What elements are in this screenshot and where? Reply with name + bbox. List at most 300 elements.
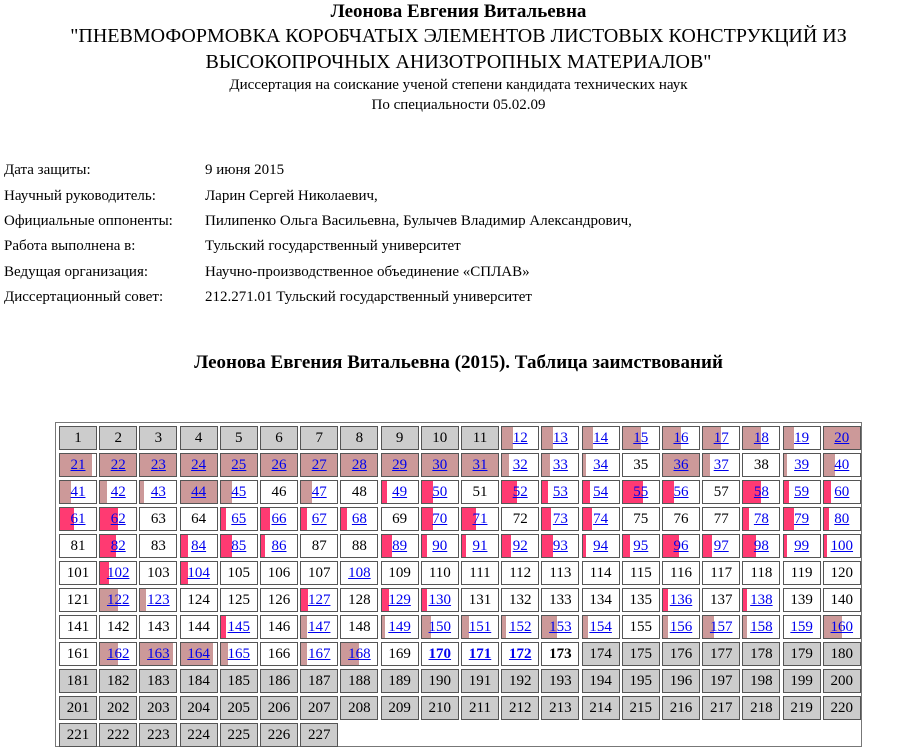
page-cell-130[interactable] [421, 588, 459, 612]
page-link[interactable]: 71 [472, 511, 488, 527]
dissertation-title-line-1: "ПНЕВМОФОРМОВКА КОРОБЧАТЫХ ЭЛЕМЕНТОВ ЛИСТОВЫХ КОНСТРУКЦИЙ ИЗ [70, 25, 847, 47]
page-link[interactable]: 84 [191, 538, 207, 554]
page-number: 208 [348, 700, 371, 716]
page-link[interactable]: 28 [351, 457, 367, 473]
page-cell-15[interactable] [622, 426, 660, 450]
page-link[interactable]: 30 [432, 457, 448, 473]
page-link[interactable]: 49 [392, 484, 408, 500]
page-cell-170[interactable] [421, 642, 459, 666]
page-cell-26[interactable] [260, 453, 298, 477]
page-cell-145[interactable] [220, 615, 258, 639]
page-cell-51 [461, 480, 499, 504]
page-link[interactable]: 40 [834, 457, 850, 473]
page-link[interactable]: 36 [673, 457, 689, 473]
page-cell-43[interactable] [139, 480, 177, 504]
page-link[interactable]: 130 [428, 592, 452, 608]
page-link[interactable]: 136 [669, 592, 693, 608]
page-cell-18[interactable] [742, 426, 780, 450]
page-number: 77 [713, 511, 729, 527]
borrowing-share-bar [462, 535, 466, 557]
info-label: Официальные оппоненты: [4, 212, 173, 229]
page-cell-104[interactable] [180, 561, 218, 585]
page-link[interactable]: 160 [830, 619, 854, 635]
page-cell-162[interactable] [99, 642, 137, 666]
page-cell-136[interactable] [662, 588, 700, 612]
page-cell-66[interactable] [260, 507, 298, 531]
page-cell-156[interactable] [662, 615, 700, 639]
page-link[interactable]: 18 [753, 430, 769, 446]
borrowing-share-bar [784, 427, 795, 449]
page-cell-42[interactable] [99, 480, 137, 504]
page-cell-45[interactable] [220, 480, 258, 504]
page-cell-17[interactable] [702, 426, 740, 450]
page-cell-223 [139, 723, 177, 747]
page-link[interactable]: 86 [271, 538, 287, 554]
page-cell-64 [180, 507, 218, 531]
page-link[interactable]: 92 [512, 538, 528, 554]
info-label: Дата защиты: [4, 162, 91, 179]
page-cell-224 [180, 723, 218, 747]
page-link[interactable]: 56 [673, 484, 689, 500]
page-link[interactable]: 89 [392, 538, 408, 554]
page-link[interactable]: 102 [106, 565, 130, 581]
page-link[interactable]: 21 [70, 457, 86, 473]
page-link[interactable]: 62 [110, 511, 126, 527]
page-link[interactable]: 171 [468, 646, 492, 662]
page-link[interactable]: 129 [388, 592, 411, 608]
page-cell-127[interactable] [300, 588, 338, 612]
page-cell-167[interactable] [300, 642, 338, 666]
page-cell-98[interactable] [742, 534, 780, 558]
page-cell-138[interactable] [742, 588, 780, 612]
page-link[interactable]: 20 [834, 430, 850, 446]
borrowing-share-bar [583, 454, 587, 476]
page-cell-54[interactable] [582, 480, 620, 504]
page-number: 124 [187, 592, 210, 608]
page-link[interactable]: 123 [147, 592, 170, 608]
page-cell-33[interactable] [541, 453, 579, 477]
page-link[interactable]: 168 [348, 646, 371, 662]
page-cell-108[interactable] [340, 561, 378, 585]
page-number: 174 [589, 646, 612, 662]
page-link[interactable]: 170 [428, 646, 452, 662]
page-number: 215 [629, 700, 653, 716]
page-cell-50[interactable] [421, 480, 459, 504]
page-cell-93[interactable] [541, 534, 579, 558]
page-cell-19[interactable] [783, 426, 821, 450]
page-link[interactable]: 104 [187, 565, 210, 581]
page-link[interactable]: 54 [593, 484, 609, 500]
page-number: 4 [194, 430, 203, 446]
page-cell-176 [662, 642, 700, 666]
page-cell-5 [220, 426, 258, 450]
page-cell-24[interactable] [180, 453, 218, 477]
page-cell-217 [702, 696, 740, 720]
page-cell-60[interactable] [823, 480, 861, 504]
page-link[interactable]: 94 [593, 538, 609, 554]
page-number: 181 [66, 673, 90, 689]
page-link[interactable]: 34 [593, 457, 609, 473]
page-link[interactable]: 15 [633, 430, 649, 446]
page-link[interactable]: 159 [790, 619, 813, 635]
page-cell-183 [139, 669, 177, 693]
page-cell-139 [783, 588, 821, 612]
page-cell-159[interactable] [783, 615, 821, 639]
page-number: 120 [830, 565, 854, 581]
page-link[interactable]: 53 [552, 484, 568, 500]
page-link[interactable]: 26 [271, 457, 287, 473]
page-cell-32[interactable] [501, 453, 539, 477]
borrowing-share-bar [422, 589, 427, 611]
borrowing-share-bar [824, 535, 828, 557]
page-link[interactable]: 19 [794, 430, 810, 446]
page-link[interactable]: 37 [713, 457, 729, 473]
page-cell-44[interactable] [180, 480, 218, 504]
page-number: 185 [227, 673, 251, 689]
page-cell-129[interactable] [381, 588, 419, 612]
page-cell-114 [582, 561, 620, 585]
page-cell-95[interactable] [622, 534, 660, 558]
page-cell-163[interactable] [139, 642, 177, 666]
page-number: 195 [629, 673, 653, 689]
page-cell-30[interactable] [421, 453, 459, 477]
borrowing-share-bar [140, 589, 145, 611]
page-number: 175 [629, 646, 653, 662]
page-cell-68[interactable] [340, 507, 378, 531]
page-link[interactable]: 23 [150, 457, 166, 473]
page-link[interactable]: 32 [512, 457, 528, 473]
page-link[interactable]: 90 [432, 538, 448, 554]
page-link[interactable]: 153 [549, 619, 572, 635]
page-number: 196 [669, 673, 693, 689]
page-link[interactable]: 41 [70, 484, 86, 500]
page-cell-172[interactable] [501, 642, 539, 666]
page-cell-210 [421, 696, 459, 720]
page-number: 3 [154, 430, 163, 446]
page-cell-58[interactable] [742, 480, 780, 504]
page-link[interactable]: 108 [348, 565, 371, 581]
page-cell-188 [340, 669, 378, 693]
page-cell-36[interactable] [662, 453, 700, 477]
page-link[interactable]: 50 [432, 484, 448, 500]
page-cell-14[interactable] [582, 426, 620, 450]
page-cell-123[interactable] [139, 588, 177, 612]
page-link[interactable]: 157 [709, 619, 733, 635]
page-cell-226 [260, 723, 298, 747]
page-link[interactable]: 78 [753, 511, 769, 527]
page-cell-206 [260, 696, 298, 720]
page-link[interactable]: 43 [150, 484, 166, 500]
info-label: Научный руководитель: [4, 187, 156, 204]
page-number: 179 [790, 646, 813, 662]
page-link[interactable]: 147 [307, 619, 331, 635]
page-link[interactable]: 98 [753, 538, 769, 554]
page-cell-6 [260, 426, 298, 450]
page-cell-12[interactable] [501, 426, 539, 450]
page-number: 205 [227, 700, 251, 716]
page-cell-168[interactable] [340, 642, 378, 666]
page-cell-111 [461, 561, 499, 585]
page-link[interactable]: 45 [231, 484, 247, 500]
page-cell-49[interactable] [381, 480, 419, 504]
page-number: 128 [348, 592, 371, 608]
page-number: 9 [395, 430, 404, 446]
page-link[interactable]: 67 [311, 511, 327, 527]
page-cell-65[interactable] [220, 507, 258, 531]
page-cell-154[interactable] [582, 615, 620, 639]
page-number: 202 [106, 700, 130, 716]
page-link[interactable]: 74 [593, 511, 609, 527]
page-cell-143 [139, 615, 177, 639]
page-cell-151[interactable] [461, 615, 499, 639]
borrowing-share-bar [301, 508, 306, 530]
page-cell-16[interactable] [662, 426, 700, 450]
page-cell-29[interactable] [381, 453, 419, 477]
page-cell-198 [742, 669, 780, 693]
page-cell-191 [461, 669, 499, 693]
page-cell-37[interactable] [702, 453, 740, 477]
page-link[interactable]: 68 [351, 511, 367, 527]
page-cell-41[interactable] [59, 480, 97, 504]
page-cell-171[interactable] [461, 642, 499, 666]
page-link[interactable]: 24 [191, 457, 207, 473]
page-link[interactable]: 17 [713, 430, 729, 446]
page-cell-53[interactable] [541, 480, 579, 504]
borrowing-share-bar [542, 454, 549, 476]
page-cell-80[interactable] [823, 507, 861, 531]
page-cell-71[interactable] [461, 507, 499, 531]
page-cell-142 [99, 615, 137, 639]
page-number: 81 [70, 538, 86, 554]
page-cell-9 [381, 426, 419, 450]
page-link[interactable]: 22 [110, 457, 126, 473]
page-cell-47[interactable] [300, 480, 338, 504]
page-number: 197 [709, 673, 733, 689]
page-cell-199 [783, 669, 821, 693]
page-cell-59[interactable] [783, 480, 821, 504]
page-cell-181 [59, 669, 97, 693]
page-cell-94[interactable] [582, 534, 620, 558]
page-cell-79[interactable] [783, 507, 821, 531]
page-cell-70[interactable] [421, 507, 459, 531]
page-link[interactable]: 91 [472, 538, 488, 554]
page-link[interactable]: 100 [830, 538, 854, 554]
page-cell-96[interactable] [662, 534, 700, 558]
page-cell-152[interactable] [501, 615, 539, 639]
page-number: 118 [750, 565, 773, 581]
page-number: 207 [307, 700, 331, 716]
page-link[interactable]: 44 [191, 484, 207, 500]
page-link[interactable]: 162 [106, 646, 130, 662]
page-link[interactable]: 52 [512, 484, 528, 500]
page-cell-100[interactable] [823, 534, 861, 558]
page-number: 87 [311, 538, 327, 554]
page-link[interactable]: 172 [508, 646, 532, 662]
page-cell-74[interactable] [582, 507, 620, 531]
page-link[interactable]: 79 [794, 511, 810, 527]
page-cell-153[interactable] [541, 615, 579, 639]
page-link[interactable]: 167 [307, 646, 331, 662]
page-cell-56[interactable] [662, 480, 700, 504]
page-cell-213 [541, 696, 579, 720]
borrowing-share-bar [542, 508, 551, 530]
page-link[interactable]: 138 [750, 592, 773, 608]
page-cell-150[interactable] [421, 615, 459, 639]
page-link[interactable]: 27 [311, 457, 327, 473]
page-link[interactable]: 33 [552, 457, 568, 473]
page-cell-99[interactable] [783, 534, 821, 558]
page-link[interactable]: 151 [468, 619, 492, 635]
page-link[interactable]: 156 [669, 619, 693, 635]
page-link[interactable]: 164 [187, 646, 210, 662]
page-cell-39[interactable] [783, 453, 821, 477]
page-cell-102[interactable] [99, 561, 137, 585]
page-link[interactable]: 85 [231, 538, 247, 554]
page-cell-207 [300, 696, 338, 720]
page-cell-180 [823, 642, 861, 666]
page-cell-189 [381, 669, 419, 693]
page-link[interactable]: 154 [589, 619, 612, 635]
page-link[interactable]: 58 [753, 484, 769, 500]
page-cell-91[interactable] [461, 534, 499, 558]
page-cell-157[interactable] [702, 615, 740, 639]
page-cell-164[interactable] [180, 642, 218, 666]
page-link[interactable]: 14 [593, 430, 609, 446]
page-cell-13[interactable] [541, 426, 579, 450]
page-number: 76 [673, 511, 689, 527]
page-link[interactable]: 95 [633, 538, 649, 554]
page-link[interactable]: 25 [231, 457, 247, 473]
borrowing-share-bar [502, 427, 513, 449]
page-cell-205 [220, 696, 258, 720]
page-link[interactable]: 149 [388, 619, 411, 635]
page-cell-146 [260, 615, 298, 639]
borrowing-share-bar [221, 643, 228, 665]
page-link[interactable]: 55 [633, 484, 649, 500]
page-cell-82[interactable] [99, 534, 137, 558]
page-cell-81 [59, 534, 97, 558]
page-cell-23[interactable] [139, 453, 177, 477]
page-cell-122[interactable] [99, 588, 137, 612]
page-number: 225 [227, 727, 251, 743]
page-link[interactable]: 158 [750, 619, 773, 635]
page-cell-86[interactable] [260, 534, 298, 558]
page-cell-128 [340, 588, 378, 612]
page-cell-165[interactable] [220, 642, 258, 666]
page-number: 204 [187, 700, 210, 716]
info-value: Научно-производственное объединение «СПЛАВ» [205, 263, 530, 280]
page-link[interactable]: 97 [713, 538, 729, 554]
page-cell-214 [582, 696, 620, 720]
page-cell-73[interactable] [541, 507, 579, 531]
page-cell-31[interactable] [461, 453, 499, 477]
page-cell-155 [622, 615, 660, 639]
page-cell-89[interactable] [381, 534, 419, 558]
page-link[interactable]: 13 [552, 430, 568, 446]
page-link[interactable]: 60 [834, 484, 850, 500]
page-cell-90[interactable] [421, 534, 459, 558]
page-cell-55[interactable] [622, 480, 660, 504]
page-cell-27[interactable] [300, 453, 338, 477]
page-link[interactable]: 165 [227, 646, 251, 662]
page-link[interactable]: 65 [231, 511, 247, 527]
page-link[interactable]: 82 [110, 538, 126, 554]
page-cell-78[interactable] [742, 507, 780, 531]
page-cell-61[interactable] [59, 507, 97, 531]
page-cell-147[interactable] [300, 615, 338, 639]
borrowing-share-bar [341, 508, 346, 530]
page-cell-4 [180, 426, 218, 450]
page-cell-92[interactable] [501, 534, 539, 558]
page-link[interactable]: 99 [794, 538, 810, 554]
page-number: 176 [669, 646, 693, 662]
page-link[interactable]: 66 [271, 511, 287, 527]
page-link[interactable]: 47 [311, 484, 327, 500]
page-cell-40[interactable] [823, 453, 861, 477]
page-link[interactable]: 42 [110, 484, 126, 500]
page-number: 119 [790, 565, 813, 581]
page-link[interactable]: 152 [508, 619, 532, 635]
page-cell-34[interactable] [582, 453, 620, 477]
page-link[interactable]: 73 [552, 511, 568, 527]
page-cell-85[interactable] [220, 534, 258, 558]
page-link[interactable]: 59 [794, 484, 810, 500]
page-link[interactable]: 150 [428, 619, 452, 635]
page-link[interactable]: 127 [307, 592, 331, 608]
page-link[interactable]: 122 [106, 592, 130, 608]
page-cell-158[interactable] [742, 615, 780, 639]
page-link[interactable]: 145 [227, 619, 251, 635]
page-cell-20[interactable] [823, 426, 861, 450]
page-link[interactable]: 80 [834, 511, 850, 527]
page-cell-84[interactable] [180, 534, 218, 558]
page-link[interactable]: 70 [432, 511, 448, 527]
page-link[interactable]: 39 [794, 457, 810, 473]
page-cell-193 [541, 669, 579, 693]
page-number: 173 [549, 646, 572, 662]
page-cell-52[interactable] [501, 480, 539, 504]
page-cell-149[interactable] [381, 615, 419, 639]
borrowing-share-bar [743, 589, 747, 611]
info-value: Пилипенко Ольга Васильевна, Булычев Владимир Александрович, [205, 212, 632, 229]
page-cell-134 [582, 588, 620, 612]
page-cell-28[interactable] [340, 453, 378, 477]
page-number: 198 [750, 673, 773, 689]
page-link[interactable]: 29 [392, 457, 408, 473]
page-cell-67[interactable] [300, 507, 338, 531]
page-cell-184 [180, 669, 218, 693]
page-link[interactable]: 16 [673, 430, 689, 446]
page-number: 134 [589, 592, 612, 608]
page-cell-22[interactable] [99, 453, 137, 477]
page-link[interactable]: 163 [147, 646, 170, 662]
page-cell-75 [622, 507, 660, 531]
page-link[interactable]: 31 [472, 457, 488, 473]
page-link[interactable]: 61 [70, 511, 86, 527]
page-cell-25[interactable] [220, 453, 258, 477]
page-link[interactable]: 93 [552, 538, 568, 554]
page-number: 212 [508, 700, 532, 716]
page-cell-21[interactable] [59, 453, 97, 477]
page-link[interactable]: 96 [673, 538, 689, 554]
page-number: 161 [66, 646, 90, 662]
page-cell-8 [340, 426, 378, 450]
page-cell-97[interactable] [702, 534, 740, 558]
page-cell-62[interactable] [99, 507, 137, 531]
page-cell-160[interactable] [823, 615, 861, 639]
page-link[interactable]: 12 [512, 430, 528, 446]
page-cell-109 [381, 561, 419, 585]
